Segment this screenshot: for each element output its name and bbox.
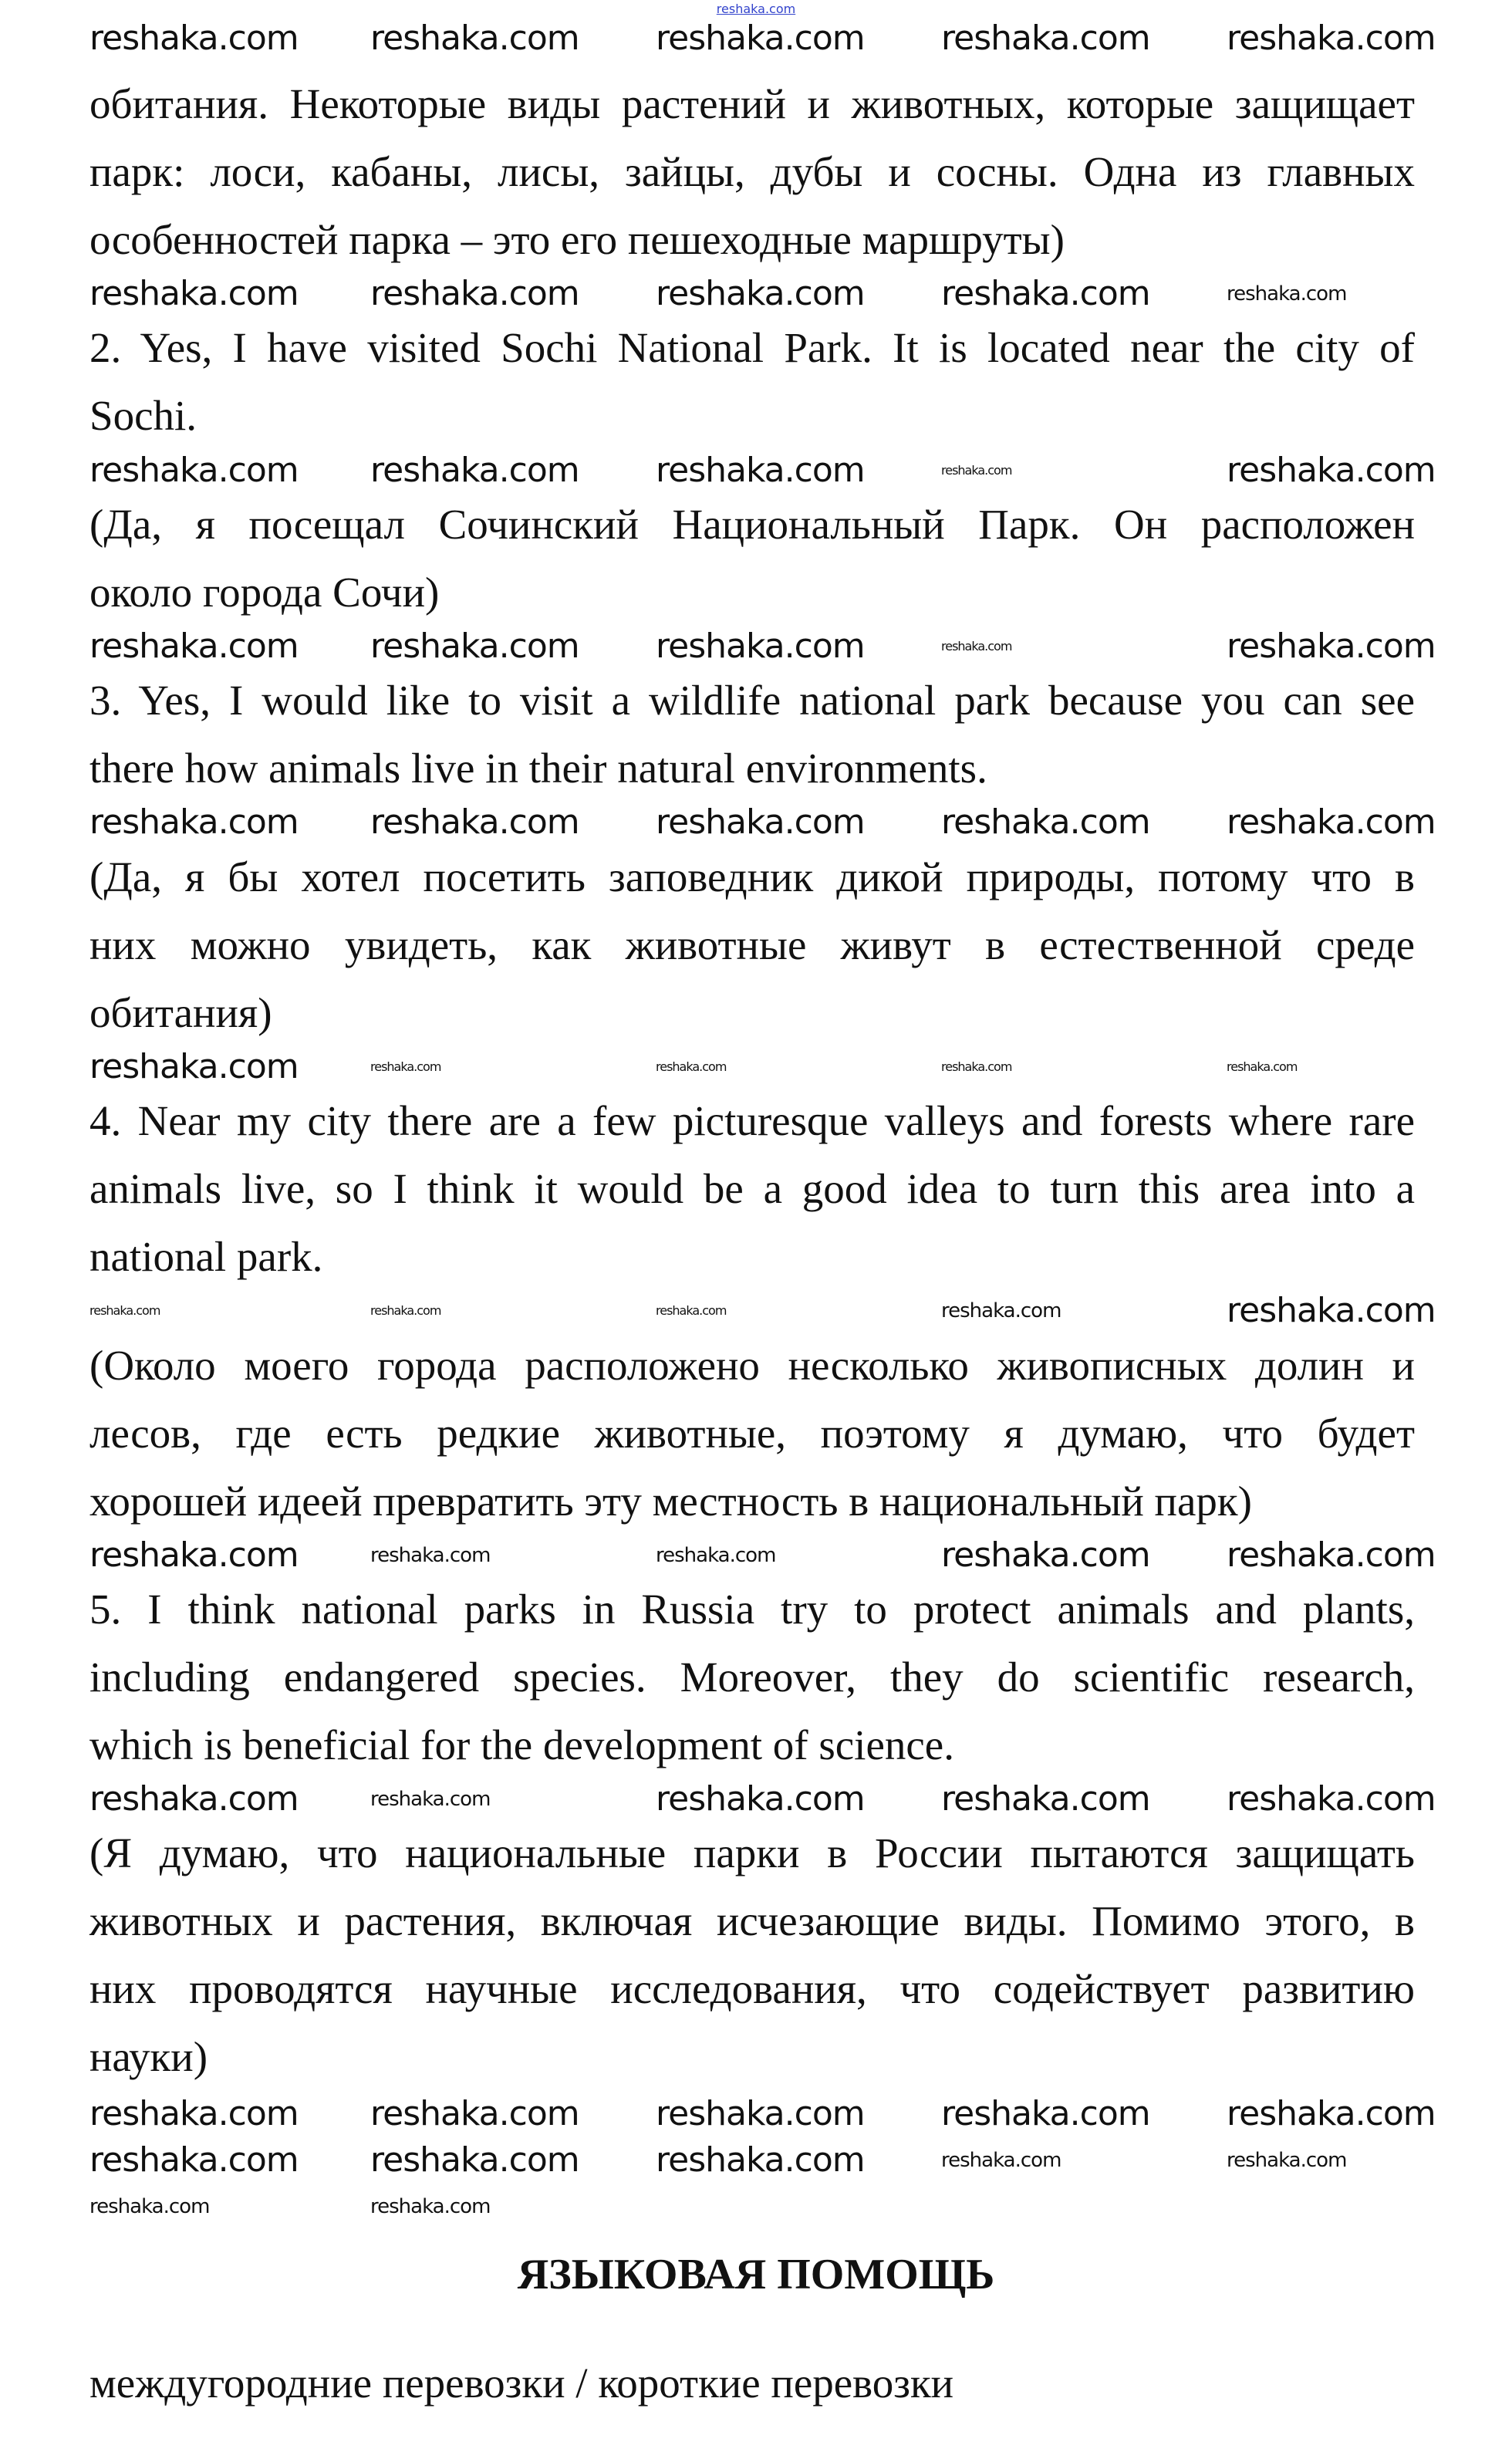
vocabulary-text: междугородние перевозки / короткие перевозки: [89, 2359, 954, 2407]
watermark: reshaka.com: [941, 274, 1150, 313]
site-link[interactable]: reshaka.com: [716, 2, 796, 16]
text-line: animals live, so I think it would be a good idea to turn this area into a: [89, 1165, 1415, 1212]
paragraph: [89, 1087, 1415, 1291]
text-line: обитания): [89, 989, 272, 1036]
watermark: reshaka.com: [941, 639, 1012, 654]
watermark: reshaka.com: [656, 274, 865, 313]
text-line: Sochi.: [89, 392, 197, 439]
text-line: около города Сочи): [89, 569, 440, 616]
watermark: reshaka.com: [370, 451, 579, 490]
watermark: reshaka.com: [941, 802, 1150, 842]
watermark: reshaka.com: [1227, 1291, 1436, 1330]
text-line: хорошей идеей превратить эту местность в национальный парк): [89, 1478, 1252, 1525]
watermark: reshaka.com: [1227, 1535, 1436, 1575]
watermark: reshaka.com: [89, 1303, 160, 1318]
watermark: reshaka.com: [370, 1544, 491, 1567]
watermark: reshaka.com: [941, 463, 1012, 478]
text-line: 2. Yes, I have visited Sochi National Park. It is located near the city of: [89, 324, 1415, 371]
watermark: reshaka.com: [89, 2140, 299, 2180]
watermark: reshaka.com: [656, 1303, 727, 1318]
watermark: reshaka.com: [656, 627, 865, 666]
text-line: (Да, я бы хотел посетить заповедник дикой природы, потому что в: [89, 853, 1415, 900]
paragraph: [89, 1332, 1415, 1535]
watermark: reshaka.com: [89, 1535, 299, 1575]
text-line: 3. Yes, I would like to visit a wildlife national park because you can see: [89, 677, 1415, 724]
vocabulary-line: [89, 2349, 1415, 2417]
section-heading: ЯЗЫКОВАЯ ПОМОЩЬ: [517, 2251, 995, 2299]
text-line: обитания. Некоторые виды растений и животных, которые защищает: [89, 80, 1415, 127]
watermark: reshaka.com: [1227, 451, 1436, 490]
watermark: reshaka.com: [89, 274, 299, 313]
watermark: reshaka.com: [370, 1059, 441, 1074]
watermark: reshaka.com: [370, 627, 579, 666]
watermark: reshaka.com: [941, 2149, 1061, 2172]
watermark: reshaka.com: [941, 1779, 1150, 1819]
watermark: reshaka.com: [656, 2094, 865, 2133]
watermark: reshaka.com: [941, 1299, 1061, 1322]
watermark: reshaka.com: [89, 802, 299, 842]
text-line: including endangered species. Moreover, they do scientific research,: [89, 1653, 1415, 1701]
watermark: reshaka.com: [656, 1544, 776, 1567]
watermark: reshaka.com: [370, 274, 579, 313]
watermark: reshaka.com: [1227, 2149, 1347, 2172]
watermark: reshaka.com: [89, 2094, 299, 2133]
paragraph: [89, 70, 1415, 274]
watermark: reshaka.com: [89, 19, 299, 58]
watermark: reshaka.com: [656, 2140, 865, 2180]
text-line: них проводятся научные исследования, что содействует развитию: [89, 1965, 1415, 2012]
watermark: reshaka.com: [370, 1788, 491, 1811]
text-line: лесов, где есть редкие животные, поэтому я думаю, что будет: [89, 1410, 1415, 1457]
watermark: reshaka.com: [370, 2094, 579, 2133]
watermark: reshaka.com: [370, 2140, 579, 2180]
watermark: reshaka.com: [656, 19, 865, 58]
text-line: 4. Near my city there are a few picturesque valleys and forests where rare: [89, 1097, 1415, 1144]
watermark: reshaka.com: [89, 451, 299, 490]
watermark: reshaka.com: [941, 2094, 1150, 2133]
watermark: reshaka.com: [1227, 1059, 1298, 1074]
watermark: reshaka.com: [370, 802, 579, 842]
text-line: науки): [89, 2033, 208, 2080]
text-line: there how animals live in their natural environments.: [89, 745, 987, 792]
watermark: reshaka.com: [89, 1047, 299, 1086]
watermark: reshaka.com: [370, 2195, 491, 2218]
text-line: особенностей парка – это его пешеходные маршруты): [89, 216, 1065, 263]
paragraph: [89, 491, 1415, 627]
text-line: 5. I think national parks in Russia try to protect animals and plants,: [89, 1586, 1415, 1633]
text-line: парк: лоси, кабаны, лисы, зайцы, дубы и сосны. Одна из главных: [89, 148, 1415, 195]
watermark: reshaka.com: [941, 19, 1150, 58]
text-line: (Я думаю, что национальные парки в России пытаются защищать: [89, 1829, 1415, 1876]
watermark: reshaka.com: [941, 1059, 1012, 1074]
watermark: reshaka.com: [370, 19, 579, 58]
text-line: животных и растения, включая исчезающие виды. Помимо этого, в: [89, 1897, 1415, 1944]
watermark: reshaka.com: [656, 451, 865, 490]
paragraph: [89, 314, 1415, 450]
watermark: reshaka.com: [1227, 19, 1436, 58]
watermark: reshaka.com: [941, 1535, 1150, 1575]
watermark: reshaka.com: [1227, 802, 1436, 842]
watermark: reshaka.com: [1227, 627, 1436, 666]
watermark: reshaka.com: [89, 627, 299, 666]
watermark: reshaka.com: [656, 1059, 727, 1074]
watermark: reshaka.com: [656, 1779, 865, 1819]
watermark: reshaka.com: [370, 1303, 441, 1318]
paragraph: [89, 1819, 1415, 2091]
watermark: reshaka.com: [89, 1779, 299, 1819]
watermark: reshaka.com: [656, 802, 865, 842]
paragraph: [89, 667, 1415, 802]
watermark: reshaka.com: [1227, 282, 1347, 306]
paragraph: [89, 843, 1415, 1047]
text-line: national park.: [89, 1233, 323, 1280]
watermark: reshaka.com: [1227, 1779, 1436, 1819]
text-line: which is beneficial for the development of science.: [89, 1721, 954, 1768]
watermark: reshaka.com: [89, 2195, 210, 2218]
paragraph: [89, 1576, 1415, 1779]
watermark: reshaka.com: [1227, 2094, 1436, 2133]
text-line: (Да, я посещал Сочинский Национальный Парк. Он расположен: [89, 501, 1415, 548]
text-line: (Около моего города расположено несколько живописных долин и: [89, 1342, 1415, 1389]
text-line: них можно увидеть, как животные живут в естественной среде: [89, 921, 1415, 968]
